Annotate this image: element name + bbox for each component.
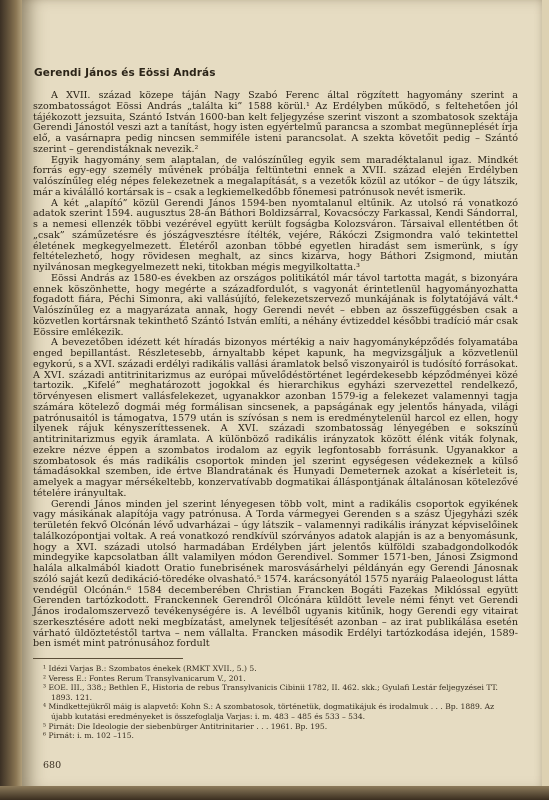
page-number: 680 (43, 760, 62, 771)
paragraph-5: A bevezetőben idézett két híradás bizonyos mértékig a naiv hagyományképződés folyamatába enged bepillantást. Részletesebb, árnyaltabb képet kapunk, ha megvizsgáljuk a közvetlenül egykorú, s a XVI. századi erdélyi radikális vallási áramlatok belső viszonyairól is tudósító forrásokat. A XVI. századi antitrinitarizmus az európai művelődéstörténet legérdekesebb képződményei közé tartozik. „Kifelé” meghatározott jogokkal és hierarchikus egyházi szervezettel rendelkező, törvényesen elismert vallásfelekezet, ugyanakkor azonban 1579-ig a felekezet valamennyi tagja számára kötelező dogmái még formálisan sincsenek, a papságának egy jelentős hányada, világi patrónusaitól is támogatva, 1579 után is szívósan s nem is eredménytelenül harcol ez ellen, hogy ilyenek rájuk kényszeríttessenek. A XVI. századi szombatosság lényegében e sokszínű antitrinitarizmus egyik áramlata. A különböző radikális irányzatok között élénk viták folynak, ezekre nézve éppen a szombatos irodalom az egyik legfontosabb forrásunk. Ugyanakkor a szombatosok és más radikális csoportok minden jel szerint egységesen védekeznek a külső támadásokkal szemben, ide értve Blandratának és Hunyadi Demeternek azokat a kísérleteit is, amelyek a magyar mérsékeltebb, konzervatívabb dogmatikai álláspontjának általánosan kötelezővé tételére irányultak. (33, 337, 518, 499)
footnote-2: ² Veress E.: Fontes Rerum Transylvanicarum V., 201. (43, 673, 246, 683)
footnote-5: ⁵ Pirnát: Die Ideologie der siebenbürger Antitrinitarier . . . 1961. Bp. 195. (43, 721, 328, 731)
footnote-divider (33, 658, 183, 659)
footnote-1: ¹ Idézi Varjas B.: Szombatos énekek (RMKT XVII., 5.) 5. (43, 664, 257, 673)
section-title: Gerendi János és Eössi András (34, 67, 216, 79)
paragraph-3: A két „alapító” közül Gerendi János 1594-ben nyomtalanul eltűnik. Az utolsó rá vonatkozó adatok szerint 1594. augusztus 28-án Báthori Boldizsárral, Kovacsóczy Farkassal, Kendi Sándorral, s a nemesi ellenzék többi vezérével együtt került fogságba Kolozsváron. Társaival ellentétben őt „csak” száműzetésre és jószágvesztésre ítélték, vejére, Rákóczi Zsigmondra való tekintettel életének megkegyelmezett. Életéről azonban többé egyetlen hiradást sem ismerünk, s így feltételezhető, hogy rövidesen meghalt, az sincs kizárva, hogy Báthori Zsigmond, miután nyilvánosan megkegyelmezett neki, titokban mégis megyilkoltatta.³ (33, 197, 518, 273)
paragraph-1: A XVII. század közepe táján Nagy Szabó Ferenc által rögzített hagyomány szerint a szombatosságot Eössi András „találta ki” 1588 körül.¹ Az Erdélyben működő, s feltehetően jól tájékozott jezsuita, Szántó István 1600-ban kelt feljegyzése szerint viszont a szombatosok szektája Gerendi Jánostól veszi azt a tanítást, hogy isten egyértelmű parancsa a szombat megünneplését írja elő, a vasárnapra pedig nincsen semmiféle isteni parancsolat. A szekta követőit pedig – Szántó szerint – gerendistáknak nevezik.² (33, 90, 518, 155)
book-bottom-edge (0, 786, 549, 800)
footnote-4: ⁴ Mindkettejükről máig is alapvető: Kohn S.: A szombatosok, történetük, dogmatikájuk és irodalmuk . . . Bp. 1889. Az újabb kutatási eredményeket is összefoglalja Varjas: i. m. 483 – 485 és 533 – 534. (43, 702, 495, 721)
paragraph-2: Egyik hagyomány sem alaptalan, de valószínűleg egyik sem maradéktalanul igaz. Mindkét forrás egy-egy személy művének próbálja feltüntetni ennek a XVII. század elején Erdélyben valószínűleg elég népes felekezetnek a megalapítását, s a vezetők közül az utókor – de úgy látszik, már a kiválálló kortársak is – csak a legkiemelkedőbb főnemesi patrónusok nevét ismerik. (33, 154, 518, 198)
footnote-3: ³ EOE. III., 338.; Bethlen F., Historia de rebus Transylvanicis Cibinii 1782, II. 462. skk.; Gyulafi Lestár feljegyzései TT. 1893. 121. (43, 683, 498, 702)
page-content (33, 67, 518, 741)
paragraph-6: Gerendi János minden jel szerint lényegesen több volt, mint a radikális csoportok egyikének vagy másikának alapítója vagy patrónusa. A Torda vármegyei Gerenden s a szász Újegyházi szék területén fekvő Olcónán lévő udvarházai – úgy látszik – valamennyi radikális irányzat képviselőinek találkozópontjai voltak. A reá vonatkozó rendkívül szórványos adatok alapján is az a benyomásunk, hogy a XVI. századi utolsó harmadában Erdélyben járt jelentős külföldi szabadgondolkodók mindegyike kapcsolatban állt valamilyen módon Gerendivel. Sommer 1571-ben, Jánosi Zsigmond halála alkalmából kiadott Oratio funebrisének marosvásárhelyi példányán egy Gerendi Jánosnak szóló saját kezű dedikáció-töredéke olvasható.⁵ 1574. karácsonyától 1575 nyaráig Palaeologust látta vendégül Olcónán.⁶ 1584 decemberében Christian Francken Bogáti Fazekas Miklóssal együtt Gerenden tartózkodott. Franckennek Gerendről Olcónára küldött levele némi fényt vet Gerendi János irodalomszervező tevékenységére is. A levélből ugyanis kitűnik, hogy Gerendi egy vitairat szerkesztésére adott neki megbízatást, amelynek teljesítését azonban – az irat publikálása esetén várható üldöztetéstől tartva – nem vállalta. Francken második Erdélyi tartózkodása idején, 1589-ben ismét mint patrónusához fordult (33, 498, 518, 650)
footnote-6: ⁶ Pirnát: i. m. 102 –115. (43, 731, 134, 741)
paragraph-4: Eössi András az 1580-es években az országos politikától már távol tartotta magát, s bizonyára ennek köszönhette, hogy megérte a századfordulót, s vagyonát érintetlenül hagyományozhatta fogadott fiára, Péchi Simonra, aki vallásújító, felekezetszervező munkájának is folytatójává vált.⁴ Valószínűleg ez a magyarázata annak, hogy Gerendi nevét – ebben az összefüggésben csak a közvetlen kortársnak tekinthető Szántó István említi, a néhány évtizeddel későbbi tradíció már csak Eössire emlékezik. (33, 272, 518, 338)
